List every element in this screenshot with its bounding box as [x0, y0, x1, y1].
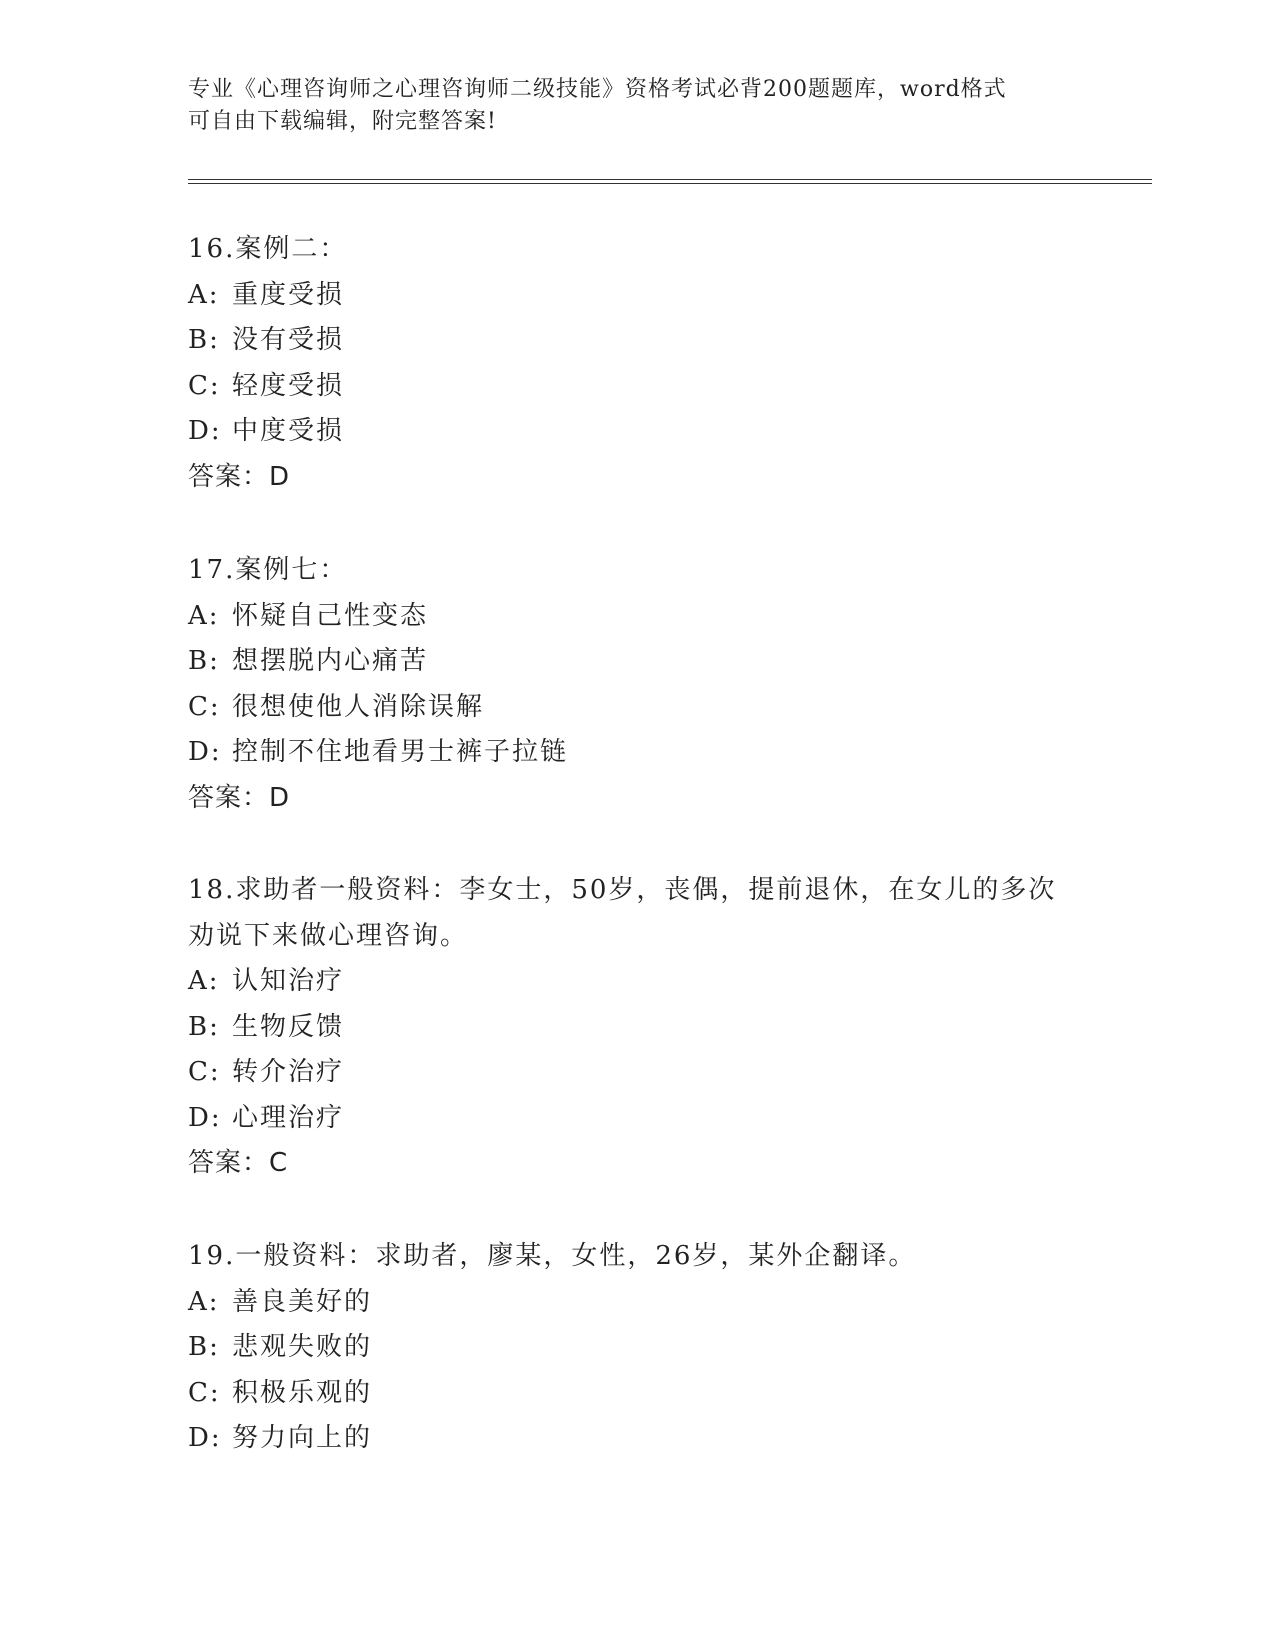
option-a — [188, 273, 1108, 319]
option-text: 重度受损 — [232, 279, 345, 310]
option-text: 努力向上的 — [232, 1423, 373, 1453]
answer: 答案：C — [188, 1148, 289, 1178]
option-label: C: — [188, 370, 221, 401]
option-label: A: — [188, 600, 220, 631]
option-text: 善良美好的 — [232, 1286, 373, 1317]
option-label: A: — [188, 279, 220, 310]
question-stem: 17.案例七： — [188, 555, 348, 585]
option-text: 转介治疗 — [232, 1057, 345, 1087]
question-16 — [188, 227, 1108, 500]
option-label: C: — [188, 1057, 221, 1087]
option-a — [188, 1280, 1108, 1326]
header-divider-top — [188, 179, 1152, 180]
option-label: A: — [188, 1286, 220, 1317]
question-stem: 16.案例二： — [188, 234, 348, 264]
option-b — [188, 1005, 1108, 1051]
option-a — [188, 594, 1108, 640]
option-text: 中度受损 — [232, 416, 345, 446]
option-text: 轻度受损 — [232, 370, 345, 401]
option-text: 想摆脱内心痛苦 — [232, 646, 429, 676]
header-line-1: 专业《心理咨询师之心理咨询师二级技能》资格考试必背200题题库，word格式 — [188, 77, 1007, 102]
option-text: 没有受损 — [232, 325, 345, 355]
option-d — [188, 730, 1108, 776]
option-label: C: — [188, 691, 221, 722]
question-stem-continued: 劝说下来做心理咨询。 — [188, 920, 469, 951]
option-label: D: — [188, 737, 222, 767]
option-label: B: — [188, 1011, 220, 1042]
option-c — [188, 1050, 1108, 1096]
option-text: 积极乐观的 — [232, 1377, 373, 1408]
document-header — [188, 74, 1088, 138]
option-a — [188, 959, 1108, 1005]
option-text: 控制不住地看男士裤子拉链 — [232, 737, 569, 767]
question-stem: 19.一般资料：求助者，廖某，女性，26岁，某外企翻译。 — [188, 1241, 917, 1271]
option-text: 怀疑自己性变态 — [232, 600, 429, 631]
option-d — [188, 1096, 1108, 1142]
option-label: B: — [188, 325, 220, 355]
answer: 答案：D — [188, 461, 291, 492]
header-line-2: 可自由下载编辑，附完整答案! — [188, 109, 497, 134]
answer: 答案：D — [188, 782, 291, 813]
option-b — [188, 318, 1108, 364]
option-label: D: — [188, 1423, 222, 1453]
option-label: C: — [188, 1377, 221, 1408]
option-d — [188, 409, 1108, 455]
option-text: 认知治疗 — [232, 966, 345, 996]
option-d — [188, 1416, 1108, 1462]
option-label: D: — [188, 416, 222, 446]
option-b — [188, 639, 1108, 685]
option-text: 很想使他人消除误解 — [232, 691, 485, 722]
question-17 — [188, 548, 1108, 821]
question-stem: 18.求助者一般资料：李女士，50岁，丧偶，提前退休，在女儿的多次 — [188, 875, 1057, 905]
option-label: A: — [188, 966, 220, 996]
header-divider-bottom — [188, 183, 1152, 184]
option-text: 悲观失败的 — [232, 1332, 373, 1362]
option-b — [188, 1325, 1108, 1371]
option-text: 心理治疗 — [232, 1102, 345, 1133]
question-18 — [188, 868, 1108, 1187]
question-19 — [188, 1234, 1108, 1462]
option-label: B: — [188, 646, 220, 676]
option-c — [188, 685, 1108, 731]
option-label: B: — [188, 1332, 220, 1362]
option-c — [188, 364, 1108, 410]
option-text: 生物反馈 — [232, 1011, 345, 1042]
option-c — [188, 1371, 1108, 1417]
option-label: D: — [188, 1102, 222, 1133]
